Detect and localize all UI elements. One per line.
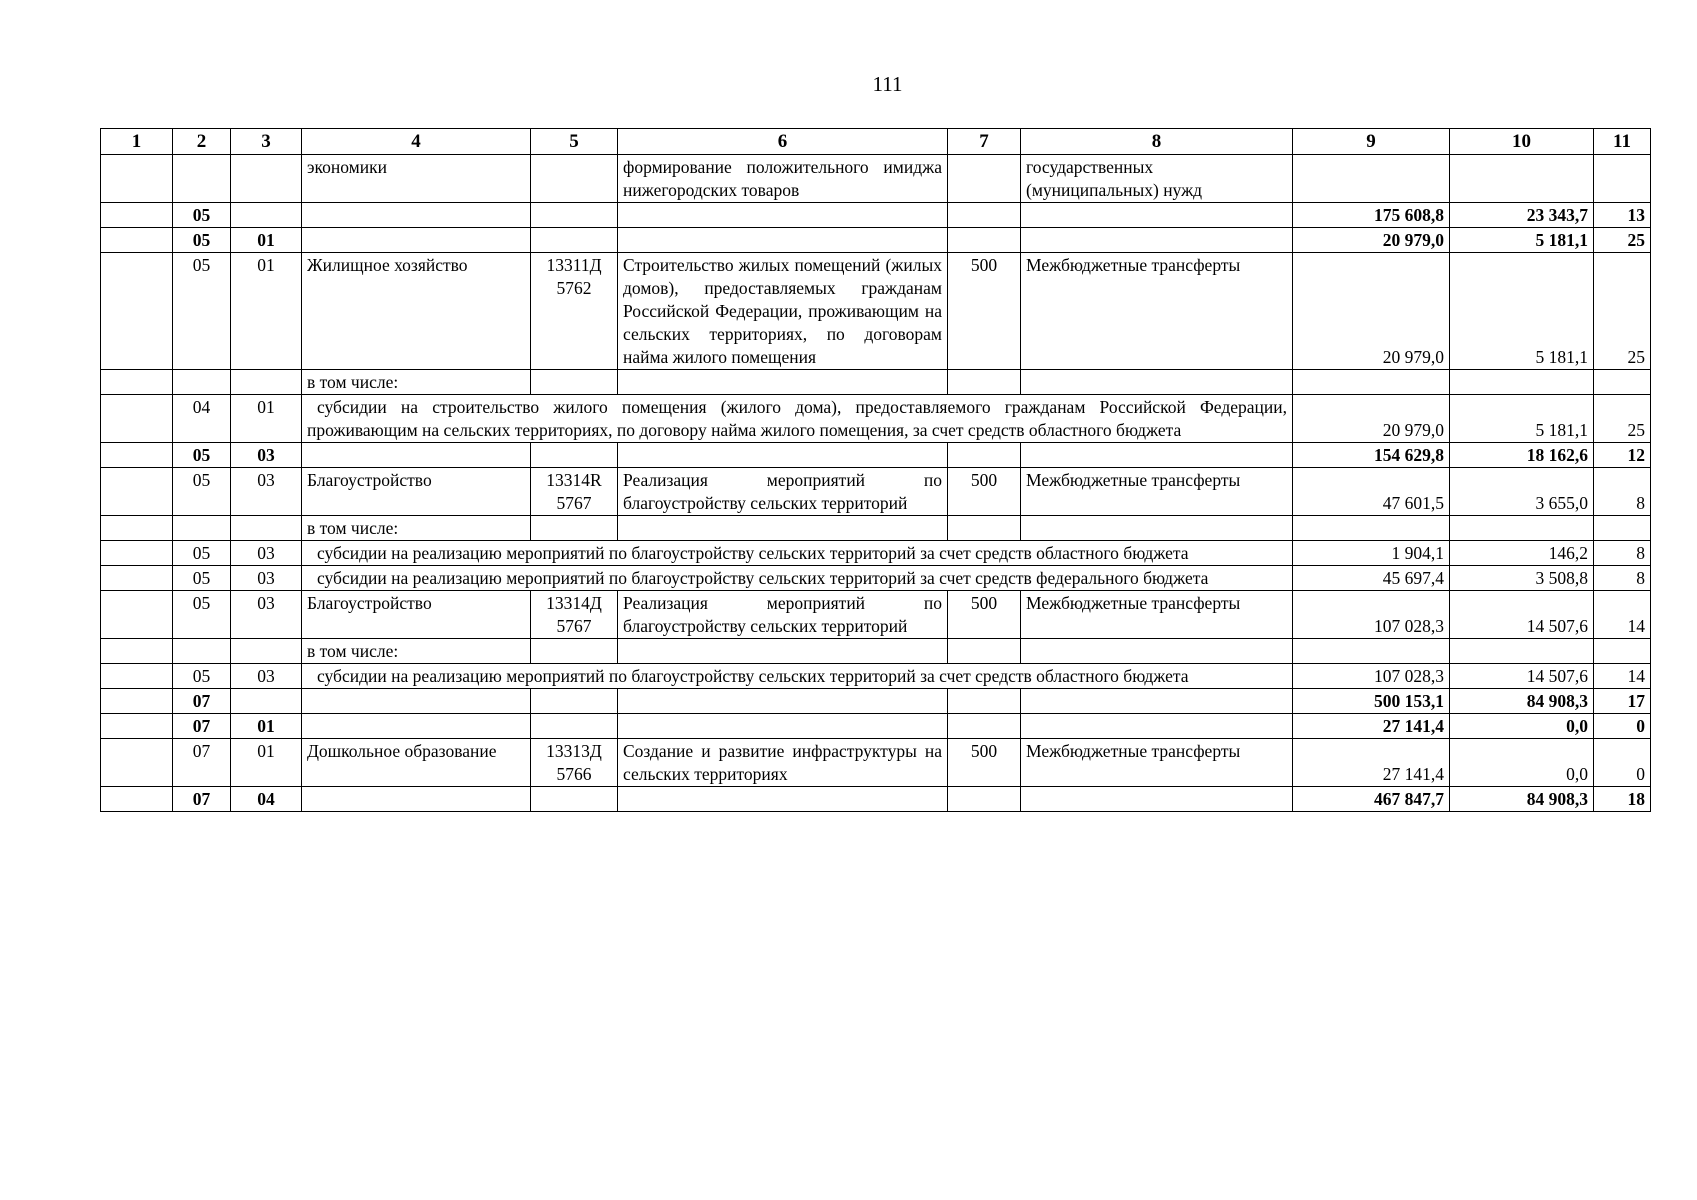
expense-type-code: 500 <box>948 253 1021 370</box>
amount-col10: 14 507,6 <box>1450 664 1594 689</box>
amount-col11: 8 <box>1594 541 1651 566</box>
empty-cell <box>948 639 1021 664</box>
empty-cell <box>531 203 618 228</box>
subsidy-row <box>101 395 1651 443</box>
empty-cell <box>618 516 948 541</box>
amount-col11: 0 <box>1594 714 1651 739</box>
section-code: 05 <box>173 664 231 689</box>
expense-type-name: Межбюджетные трансферты <box>1021 591 1293 639</box>
empty-cell <box>101 541 173 566</box>
table-row <box>101 739 1651 787</box>
empty-cell <box>1450 516 1594 541</box>
subsection-code: 03 <box>231 591 302 639</box>
empty-cell <box>531 370 618 395</box>
empty-cell <box>101 566 173 591</box>
empty-cell <box>1293 639 1450 664</box>
expense-type-code: 500 <box>948 591 1021 639</box>
amount-col10: 23 343,7 <box>1450 203 1594 228</box>
empty-cell <box>1021 689 1293 714</box>
table-row <box>101 591 1651 639</box>
expense-type-name: Межбюджетные трансферты <box>1021 739 1293 787</box>
column-number-row <box>101 129 1651 155</box>
subtotal-row <box>101 689 1651 714</box>
amount-col10: 5 181,1 <box>1450 253 1594 370</box>
target-description: формирование положительного имиджа нижегородских товаров <box>618 155 948 203</box>
section-code: 05 <box>173 468 231 516</box>
subtotal-row <box>101 203 1651 228</box>
section-code: 05 <box>173 253 231 370</box>
subsection-code <box>231 689 302 714</box>
section-code: 05 <box>173 541 231 566</box>
subsidy-description: субсидии на строительство жилого помещения (жилого дома), предоставляемого гражданам Российской Федерации, проживающим на сельских территориях, по договору найма жилого помещения, за счет средств областного бюджета <box>302 395 1293 443</box>
section-code: 07 <box>173 714 231 739</box>
section-code: 05 <box>173 443 231 468</box>
empty-cell <box>1594 639 1651 664</box>
empty-cell <box>531 228 618 253</box>
empty-cell <box>101 689 173 714</box>
table-row <box>101 155 1651 203</box>
amount-col9: 500 153,1 <box>1293 689 1450 714</box>
column-header-11: 11 <box>1594 129 1651 155</box>
target-code: 13313Д 5766 <box>531 739 618 787</box>
amount-col9 <box>1293 155 1450 203</box>
empty-cell <box>101 443 173 468</box>
amount-col11: 25 <box>1594 228 1651 253</box>
column-header-9: 9 <box>1293 129 1450 155</box>
amount-col9: 107 028,3 <box>1293 591 1450 639</box>
empty-cell <box>231 370 302 395</box>
section-code: 05 <box>173 566 231 591</box>
amount-col9: 154 629,8 <box>1293 443 1450 468</box>
target-description: Создание и развитие инфраструктуры на сельских территориях <box>618 739 948 787</box>
subsection-code: 03 <box>231 468 302 516</box>
amount-col9: 107 028,3 <box>1293 664 1450 689</box>
amount-col10: 0,0 <box>1450 739 1594 787</box>
empty-cell <box>1021 443 1293 468</box>
amount-col10: 5 181,1 <box>1450 395 1594 443</box>
empty-cell <box>101 395 173 443</box>
expense-type-name: Межбюджетные трансферты <box>1021 468 1293 516</box>
subsection-code: 01 <box>231 228 302 253</box>
empty-cell <box>302 714 531 739</box>
section-code: 05 <box>173 228 231 253</box>
empty-cell <box>1021 228 1293 253</box>
empty-cell <box>1021 714 1293 739</box>
subsection-code: 01 <box>231 714 302 739</box>
empty-cell <box>173 639 231 664</box>
empty-cell <box>948 443 1021 468</box>
empty-cell <box>1293 370 1450 395</box>
empty-cell <box>1021 203 1293 228</box>
budget-table <box>100 128 1651 812</box>
empty-cell <box>302 787 531 812</box>
amount-col9: 45 697,4 <box>1293 566 1450 591</box>
empty-cell <box>531 689 618 714</box>
section-code: 04 <box>173 395 231 443</box>
subsection-code: 01 <box>231 253 302 370</box>
empty-cell <box>231 516 302 541</box>
amount-col10: 84 908,3 <box>1450 787 1594 812</box>
amount-col11: 25 <box>1594 253 1651 370</box>
amount-col10: 3 655,0 <box>1450 468 1594 516</box>
section-code: 05 <box>173 591 231 639</box>
amount-col9: 1 904,1 <box>1293 541 1450 566</box>
expense-type-code: 500 <box>948 739 1021 787</box>
column-header-5: 5 <box>531 129 618 155</box>
subsidy-description: субсидии на реализацию мероприятий по благоустройству сельских территорий за счет средств областного бюджета <box>302 664 1293 689</box>
empty-cell <box>101 228 173 253</box>
section-code: 07 <box>173 787 231 812</box>
subsidy-row <box>101 566 1651 591</box>
subsection-code: 01 <box>231 739 302 787</box>
amount-col9: 27 141,4 <box>1293 739 1450 787</box>
amount-col10: 146,2 <box>1450 541 1594 566</box>
empty-cell <box>101 203 173 228</box>
amount-col11: 25 <box>1594 395 1651 443</box>
empty-cell <box>1021 787 1293 812</box>
empty-cell <box>302 203 531 228</box>
target-code: 13314Д 5767 <box>531 591 618 639</box>
empty-cell <box>531 714 618 739</box>
target-code <box>531 155 618 203</box>
amount-col11 <box>1594 155 1651 203</box>
section-code <box>173 155 231 203</box>
empty-cell <box>302 689 531 714</box>
column-header-8: 8 <box>1021 129 1293 155</box>
empty-cell <box>948 689 1021 714</box>
note-row <box>101 516 1651 541</box>
expense-type-code <box>948 155 1021 203</box>
empty-cell <box>618 639 948 664</box>
amount-col10: 14 507,6 <box>1450 591 1594 639</box>
column-header-10: 10 <box>1450 129 1594 155</box>
empty-cell <box>1450 639 1594 664</box>
empty-cell <box>1594 516 1651 541</box>
target-description: Строительство жилых помещений (жилых домов), предоставляемых гражданам Российской Федерации, проживающим на сельских территориях, по договорам найма жилого помещения <box>618 253 948 370</box>
including-label: в том числе: <box>302 639 531 664</box>
empty-cell <box>618 203 948 228</box>
column-header-2: 2 <box>173 129 231 155</box>
subsidy-description: субсидии на реализацию мероприятий по благоустройству сельских территорий за счет средств федерального бюджета <box>302 566 1293 591</box>
empty-cell <box>101 664 173 689</box>
empty-cell <box>531 443 618 468</box>
empty-cell <box>1293 516 1450 541</box>
amount-col9: 175 608,8 <box>1293 203 1450 228</box>
amount-col9: 467 847,7 <box>1293 787 1450 812</box>
empty-cell <box>618 228 948 253</box>
amount-col10: 18 162,6 <box>1450 443 1594 468</box>
table-row <box>101 253 1651 370</box>
subsection-code <box>231 203 302 228</box>
empty-cell <box>948 203 1021 228</box>
column-header-1: 1 <box>101 129 173 155</box>
amount-col9: 27 141,4 <box>1293 714 1450 739</box>
amount-col10: 84 908,3 <box>1450 689 1594 714</box>
empty-cell <box>1021 370 1293 395</box>
empty-cell <box>231 639 302 664</box>
subsidy-row <box>101 664 1651 689</box>
empty-cell <box>618 714 948 739</box>
empty-cell <box>618 689 948 714</box>
amount-col11: 0 <box>1594 739 1651 787</box>
page-number: 111 <box>872 72 903 96</box>
col1-cell <box>101 155 173 203</box>
amount-col10: 0,0 <box>1450 714 1594 739</box>
empty-cell <box>531 516 618 541</box>
expense-type-name: Межбюджетные трансферты <box>1021 253 1293 370</box>
subsection-code: 01 <box>231 395 302 443</box>
empty-cell <box>101 516 173 541</box>
empty-cell <box>1021 516 1293 541</box>
amount-col10: 3 508,8 <box>1450 566 1594 591</box>
subsection-code: 03 <box>231 443 302 468</box>
empty-cell <box>101 787 173 812</box>
amount-col11: 12 <box>1594 443 1651 468</box>
table-body <box>101 155 1651 812</box>
amount-col10: 5 181,1 <box>1450 228 1594 253</box>
subtotal-row <box>101 787 1651 812</box>
amount-col9: 47 601,5 <box>1293 468 1450 516</box>
empty-cell <box>1021 639 1293 664</box>
section-code: 07 <box>173 739 231 787</box>
empty-cell <box>948 714 1021 739</box>
col1-cell <box>101 591 173 639</box>
amount-col11: 14 <box>1594 664 1651 689</box>
empty-cell <box>101 370 173 395</box>
empty-cell <box>101 714 173 739</box>
expense-type-code: 500 <box>948 468 1021 516</box>
section-name: экономики <box>302 155 531 203</box>
subtotal-row <box>101 714 1651 739</box>
column-header-4: 4 <box>302 129 531 155</box>
amount-col11: 8 <box>1594 468 1651 516</box>
col1-cell <box>101 468 173 516</box>
section-name: Жилищное хозяйство <box>302 253 531 370</box>
subsidy-description: субсидии на реализацию мероприятий по благоустройству сельских территорий за счет средств областного бюджета <box>302 541 1293 566</box>
empty-cell <box>1450 370 1594 395</box>
empty-cell <box>618 443 948 468</box>
empty-cell <box>1594 370 1651 395</box>
amount-col11: 8 <box>1594 566 1651 591</box>
including-label: в том числе: <box>302 516 531 541</box>
empty-cell <box>948 370 1021 395</box>
target-code: 13311Д 5762 <box>531 253 618 370</box>
amount-col10 <box>1450 155 1594 203</box>
note-row <box>101 370 1651 395</box>
target-code: 13314R 5767 <box>531 468 618 516</box>
subsection-code <box>231 155 302 203</box>
amount-col11: 14 <box>1594 591 1651 639</box>
empty-cell <box>101 639 173 664</box>
amount-col9: 20 979,0 <box>1293 395 1450 443</box>
amount-col11: 17 <box>1594 689 1651 714</box>
empty-cell <box>302 443 531 468</box>
section-name: Благоустройство <box>302 468 531 516</box>
empty-cell <box>302 228 531 253</box>
subsection-code: 04 <box>231 787 302 812</box>
note-row <box>101 639 1651 664</box>
column-header-6: 6 <box>618 129 948 155</box>
subsidy-row <box>101 541 1651 566</box>
col1-cell <box>101 739 173 787</box>
col1-cell <box>101 253 173 370</box>
section-code: 05 <box>173 203 231 228</box>
empty-cell <box>618 370 948 395</box>
empty-cell <box>173 516 231 541</box>
empty-cell <box>948 228 1021 253</box>
amount-col9: 20 979,0 <box>1293 228 1450 253</box>
target-description: Реализация мероприятий по благоустройству сельских территорий <box>618 468 948 516</box>
subtotal-row <box>101 443 1651 468</box>
subsection-code: 03 <box>231 566 302 591</box>
empty-cell <box>948 516 1021 541</box>
subsection-code: 03 <box>231 541 302 566</box>
empty-cell <box>618 787 948 812</box>
empty-cell <box>531 639 618 664</box>
column-header-3: 3 <box>231 129 302 155</box>
expense-type-name: государственных (муниципальных) нужд <box>1021 155 1293 203</box>
amount-col11: 13 <box>1594 203 1651 228</box>
empty-cell <box>948 787 1021 812</box>
including-label: в том числе: <box>302 370 531 395</box>
subsection-code: 03 <box>231 664 302 689</box>
amount-col9: 20 979,0 <box>1293 253 1450 370</box>
column-header-7: 7 <box>948 129 1021 155</box>
table-row <box>101 468 1651 516</box>
amount-col11: 18 <box>1594 787 1651 812</box>
section-name: Благоустройство <box>302 591 531 639</box>
empty-cell <box>531 787 618 812</box>
section-name: Дошкольное образование <box>302 739 531 787</box>
empty-cell <box>173 370 231 395</box>
subtotal-row <box>101 228 1651 253</box>
section-code: 07 <box>173 689 231 714</box>
target-description: Реализация мероприятий по благоустройству сельских территорий <box>618 591 948 639</box>
